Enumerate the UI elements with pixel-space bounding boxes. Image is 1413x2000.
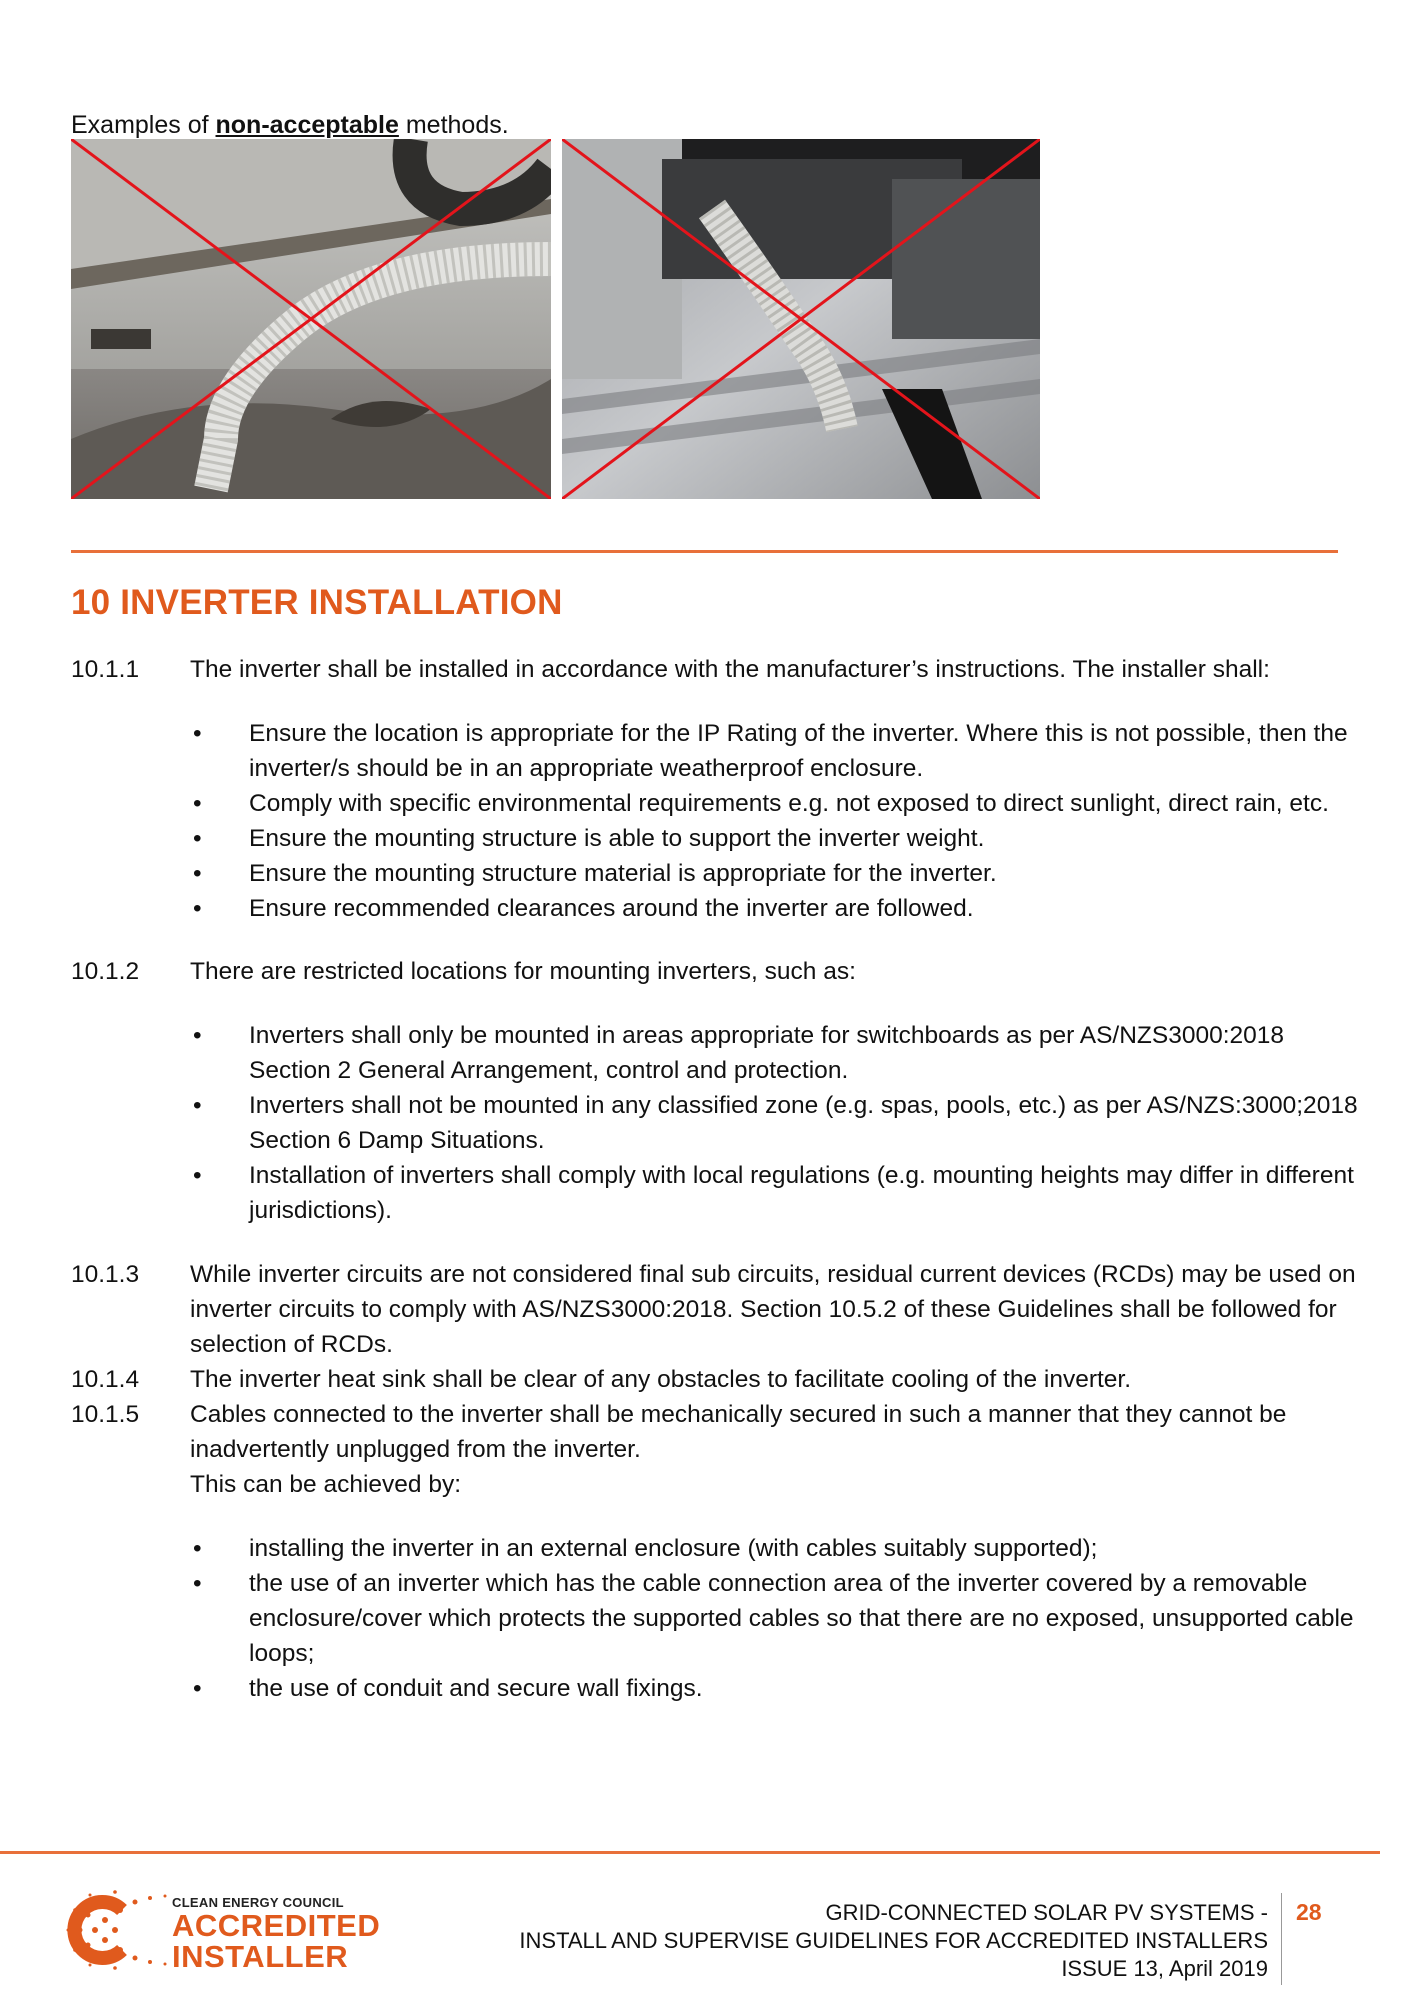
page-number: 28	[1296, 1899, 1322, 1925]
list-item-text: Comply with specific environmental requirements e.g. not exposed to direct sunlight, direct rain, etc.	[249, 790, 1329, 817]
bullet-icon: •	[193, 1022, 202, 1049]
logo-installer: INSTALLER	[172, 1939, 349, 1974]
bullet-icon: •	[193, 1162, 202, 1189]
bullet-icon: •	[193, 1675, 202, 1702]
list-item-text: Ensure the mounting structure material is appropriate for the inverter.	[249, 860, 997, 887]
clause-text: There are restricted locations for mounting inverters, such as:	[190, 958, 856, 985]
clause-text: While inverter circuits are not considered final sub circuits, residual current devices (RCDs) may be used on inverter circuits to comply with AS/NZS3000:2018. Section 10.5.2 of these Guidelines shall be followed for selection of RCDs.	[190, 1261, 1356, 1358]
list-item-text: Ensure the mounting structure is able to support the inverter weight.	[249, 825, 985, 852]
clause-10-1-1	[71, 652, 1361, 687]
list-item-text: Ensure recommended clearances around the inverter are followed.	[249, 895, 974, 922]
clause-10-1-3	[71, 1257, 1361, 1362]
photo-caption	[71, 111, 509, 140]
footer-document-title	[519, 1899, 1268, 1983]
list-item	[190, 891, 1361, 926]
list-item	[190, 1671, 1361, 1706]
section-heading: 10 INVERTER INSTALLATION	[71, 583, 563, 622]
list-item	[190, 1158, 1361, 1228]
bullet-icon: •	[193, 1092, 202, 1119]
list-item	[190, 1566, 1361, 1671]
list-item	[190, 856, 1361, 891]
clause-text	[190, 1397, 1361, 1502]
clause-text-main: Cables connected to the inverter shall be mechanically secured in such a manner that they cannot be inadvertently unplugged from the inverter.	[190, 1401, 1287, 1463]
non-acceptable-photo-1	[71, 139, 551, 499]
bullet-icon: •	[193, 790, 202, 817]
clause-number: 10.1.3	[71, 1261, 140, 1288]
section-divider	[71, 550, 1338, 553]
list-item-text: Inverters shall not be mounted in any classified zone (e.g. spas, pools, etc.) as per AS/NZS:3000;2018 Section 6 Damp Situations.	[249, 1092, 1358, 1154]
logo-org-name: CLEAN ENERGY COUNCIL	[172, 1895, 344, 1910]
clause-number: 10.1.2	[71, 958, 140, 985]
list-item-text: the use of an inverter which has the cable connection area of the inverter covered by a removable enclosure/cover which protects the supported cables so that there are no exposed, unsupported cable loops;	[249, 1570, 1354, 1667]
bullet-icon: •	[193, 860, 202, 887]
section-body	[71, 652, 1361, 1706]
clause-10-1-4	[71, 1362, 1361, 1397]
caption-emphasis: non-acceptable	[215, 111, 399, 139]
list-item	[190, 821, 1361, 856]
clause-text: The inverter heat sink shall be clear of any obstacles to facilitate cooling of the inverter.	[190, 1366, 1132, 1393]
bullet-icon: •	[193, 1535, 202, 1562]
logo-wordmark	[172, 1895, 380, 1972]
bullet-icon: •	[193, 895, 202, 922]
clause-10-1-5	[71, 1397, 1361, 1502]
logo-accredited: ACCREDITED	[172, 1908, 381, 1943]
footer-line-2: INSTALL AND SUPERVISE GUIDELINES FOR ACCREDITED INSTALLERS	[519, 1928, 1268, 1953]
footer-line-1: GRID-CONNECTED SOLAR PV SYSTEMS -	[825, 1900, 1268, 1925]
clause-text-lead-in: This can be achieved by:	[190, 1471, 462, 1498]
bullet-icon: •	[193, 720, 202, 747]
footer-divider	[0, 1851, 1380, 1854]
footer-issue: ISSUE 13, April 2019	[1061, 1956, 1268, 1981]
list-item	[190, 786, 1361, 821]
clause-10-1-2-list	[71, 1018, 1361, 1228]
clause-10-1-1-list	[71, 716, 1361, 926]
list-item-text: Inverters shall only be mounted in areas appropriate for switchboards as per AS/NZS3000:2018 Section 2 General Arrangement, control and protection.	[249, 1022, 1285, 1084]
clause-10-1-2	[71, 954, 1361, 989]
list-item-text: Ensure the location is appropriate for the IP Rating of the inverter. Where this is not possible, then the inverter/s should be in an appropriate weatherproof enclosure.	[249, 720, 1348, 782]
non-acceptable-photo-2	[562, 139, 1040, 499]
footer-vertical-divider	[1281, 1893, 1282, 1985]
list-item	[190, 1531, 1361, 1566]
list-item-text: Installation of inverters shall comply with local regulations (e.g. mounting heights may differ in different jurisdictions).	[249, 1162, 1354, 1224]
bullet-icon: •	[193, 1570, 202, 1597]
clause-number: 10.1.1	[71, 656, 140, 683]
list-item	[190, 1018, 1361, 1088]
list-item-text: installing the inverter in an external enclosure (with cables suitably supported);	[249, 1535, 1098, 1562]
clause-10-1-5-list	[71, 1531, 1361, 1706]
caption-prefix: Examples of	[71, 111, 216, 139]
list-item-text: the use of conduit and secure wall fixings.	[249, 1675, 703, 1702]
clause-number: 10.1.4	[71, 1366, 140, 1393]
list-item	[190, 716, 1361, 786]
caption-suffix: methods.	[398, 111, 509, 139]
clause-text: The inverter shall be installed in accordance with the manufacturer’s instructions. The installer shall:	[190, 656, 1270, 683]
bullet-icon: •	[193, 825, 202, 852]
list-item	[190, 1088, 1361, 1158]
clause-number: 10.1.5	[71, 1401, 140, 1428]
